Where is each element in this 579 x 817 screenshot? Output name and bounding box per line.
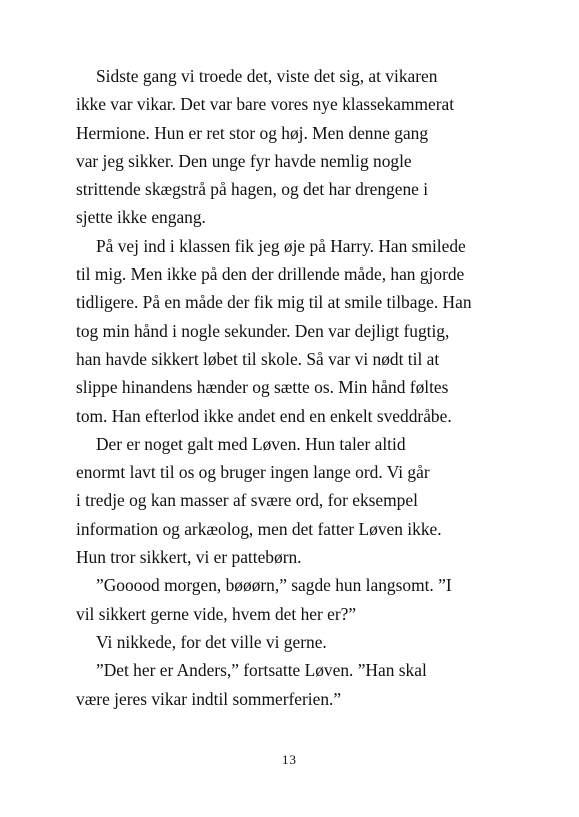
text-line: Hermione. Hun er ret stor og høj. Men denne gang [76, 122, 429, 143]
text-line: han havde sikkert løbet til skole. Så var vi nødt til at [76, 348, 440, 369]
paragraph [76, 628, 506, 656]
text-line: var jeg sikker. Den unge fyr havde nemlig nogle [76, 150, 412, 171]
text-line: til mig. Men ikke på den der drillende måde, han gjorde [76, 264, 465, 285]
text-line: ”Gooood morgen, bøøørn,” sagde hun langsomt. ”I [96, 575, 452, 596]
text-line: tom. Han efterlod ikke andet end en enkelt sveddråbe. [76, 405, 452, 426]
text-line: enormt lavt til os og bruger ingen lange ord. Vi går [76, 462, 430, 483]
paragraph [76, 232, 506, 430]
page-number: 13 [282, 752, 297, 767]
text-line: information og arkæolog, men det fatter Løven ikke. [76, 518, 442, 539]
text-line: Sidste gang vi troede det, viste det sig, at vikaren [96, 66, 438, 86]
paragraph [76, 656, 506, 713]
text-line: strittende skægstrå på hagen, og det har drengene i [76, 179, 429, 200]
paragraph [76, 571, 506, 628]
text-line: Hun tror sikkert, vi er pattebørn. [76, 547, 302, 568]
text-line: vil sikkert gerne vide, hvem det her er?” [76, 603, 357, 624]
text-line: sjette ikke engang. [76, 207, 206, 228]
text-line: i tredje og kan masser af svære ord, for eksempel [76, 490, 418, 511]
text-line: ”Det her er Anders,” fortsatte Løven. ”Han skal [96, 660, 427, 681]
paragraph [76, 430, 506, 571]
text-line: ikke var vikar. Det var bare vores nye klassekammerat [76, 94, 455, 115]
text-line: tidligere. På en måde der fik mig til at smile tilbage. Han [76, 292, 472, 313]
text-line: På vej ind i klassen fik jeg øje på Harry. Han smilede [96, 235, 466, 256]
paragraph [76, 62, 506, 232]
text-line: Vi nikkede, for det ville vi gerne. [96, 631, 327, 652]
text-line: Der er noget galt med Løven. Hun taler altid [96, 433, 406, 454]
book-page-text [76, 62, 506, 713]
text-line: slippe hinandens hænder og sætte os. Min hånd føltes [76, 377, 449, 398]
text-line: være jeres vikar indtil sommerferien.” [76, 688, 342, 709]
text-line: tog min hånd i nogle sekunder. Den var dejligt fugtig, [76, 320, 450, 341]
